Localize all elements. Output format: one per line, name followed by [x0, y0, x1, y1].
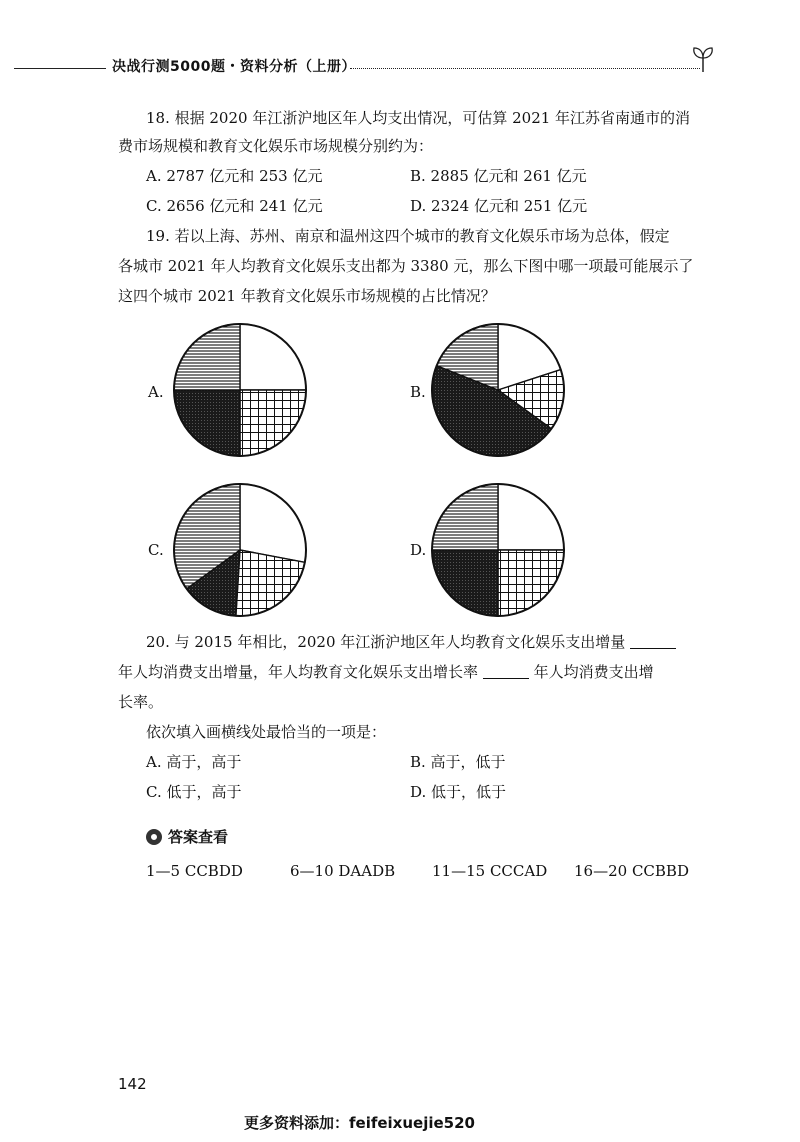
pie-chart-a	[170, 320, 310, 460]
footer-note: 更多资料添加：feifeixuejie520	[244, 1114, 475, 1132]
q20-line1	[146, 632, 676, 652]
pie-c-label: C.	[148, 541, 164, 559]
answer-section-title: 答案查看	[168, 828, 229, 846]
q19-line2: 各城市 2021 年人均教育文化娱乐支出都为 3380 元，那么下图中哪一项最可能展示了	[118, 257, 694, 275]
answer-badge-icon	[146, 829, 162, 845]
sprout-icon	[690, 44, 716, 74]
pie-slice-grid	[236, 550, 305, 616]
q20-option-c: C. 低于，高于	[146, 783, 242, 801]
pie-chart-d	[428, 480, 568, 620]
pie-b-label: B.	[410, 383, 426, 401]
q18-option-d: D. 2324 亿元和 251 亿元	[410, 197, 588, 215]
header-rule-left	[14, 68, 106, 69]
q18-line2: 费市场规模和教育文化娱乐市场规模分别约为：	[118, 137, 434, 155]
q20-instruction: 依次填入画横线处最恰当的一项是：	[146, 723, 387, 741]
answer-range-2: 6—10 DAADB	[290, 862, 396, 880]
q18-option-a: A. 2787 亿元和 253 亿元	[146, 167, 323, 185]
answer-range-4: 16—20 CCBBD	[574, 862, 689, 880]
q20-line2	[118, 662, 654, 682]
page-number: 142	[118, 1075, 147, 1093]
pie-slice-white	[240, 484, 306, 562]
header-rule-right	[350, 68, 700, 69]
q19-line1: 19. 若以上海、苏州、南京和温州这四个城市的教育文化娱乐市场为总体，假定	[146, 227, 670, 245]
q20-line1-text: 20. 与 2015 年相比，2020 年江浙沪地区年人均教育文化娱乐支出增量	[146, 633, 626, 651]
pie-chart-b	[428, 320, 568, 460]
q18-option-c: C. 2656 亿元和 241 亿元	[146, 197, 323, 215]
answer-range-1: 1—5 CCBDD	[146, 862, 243, 880]
q19-line3: 这四个城市 2021 年教育文化娱乐市场规模的占比情况？	[118, 287, 496, 305]
q20-option-b: B. 高于，低于	[410, 753, 506, 771]
answer-section-heading	[146, 826, 228, 848]
pie-chart-c	[170, 480, 310, 620]
q20-line2-text-a: 年人均消费支出增量，年人均教育文化娱乐支出增长率	[118, 663, 479, 681]
pie-a-label: A.	[148, 383, 164, 401]
q20-line2-text-b: 年人均消费支出增	[533, 663, 654, 681]
q18-line1: 18. 根据 2020 年江浙沪地区年人均支出情况，可估算 2021 年江苏省南通市的消	[146, 109, 691, 127]
q20-blank-2	[483, 664, 529, 679]
pie-d-label: D.	[410, 541, 427, 559]
q20-blank-1	[630, 634, 676, 649]
q20-option-a: A. 高于，高于	[146, 753, 242, 771]
header-title: 决战行测5000题・资料分析（上册）	[112, 59, 356, 75]
page-header	[0, 52, 800, 82]
answer-range-3: 11—15 CCCAD	[432, 862, 548, 880]
q20-option-d: D. 低于，低于	[410, 783, 507, 801]
q18-option-b: B. 2885 亿元和 261 亿元	[410, 167, 587, 185]
q20-line3: 长率。	[118, 693, 164, 711]
